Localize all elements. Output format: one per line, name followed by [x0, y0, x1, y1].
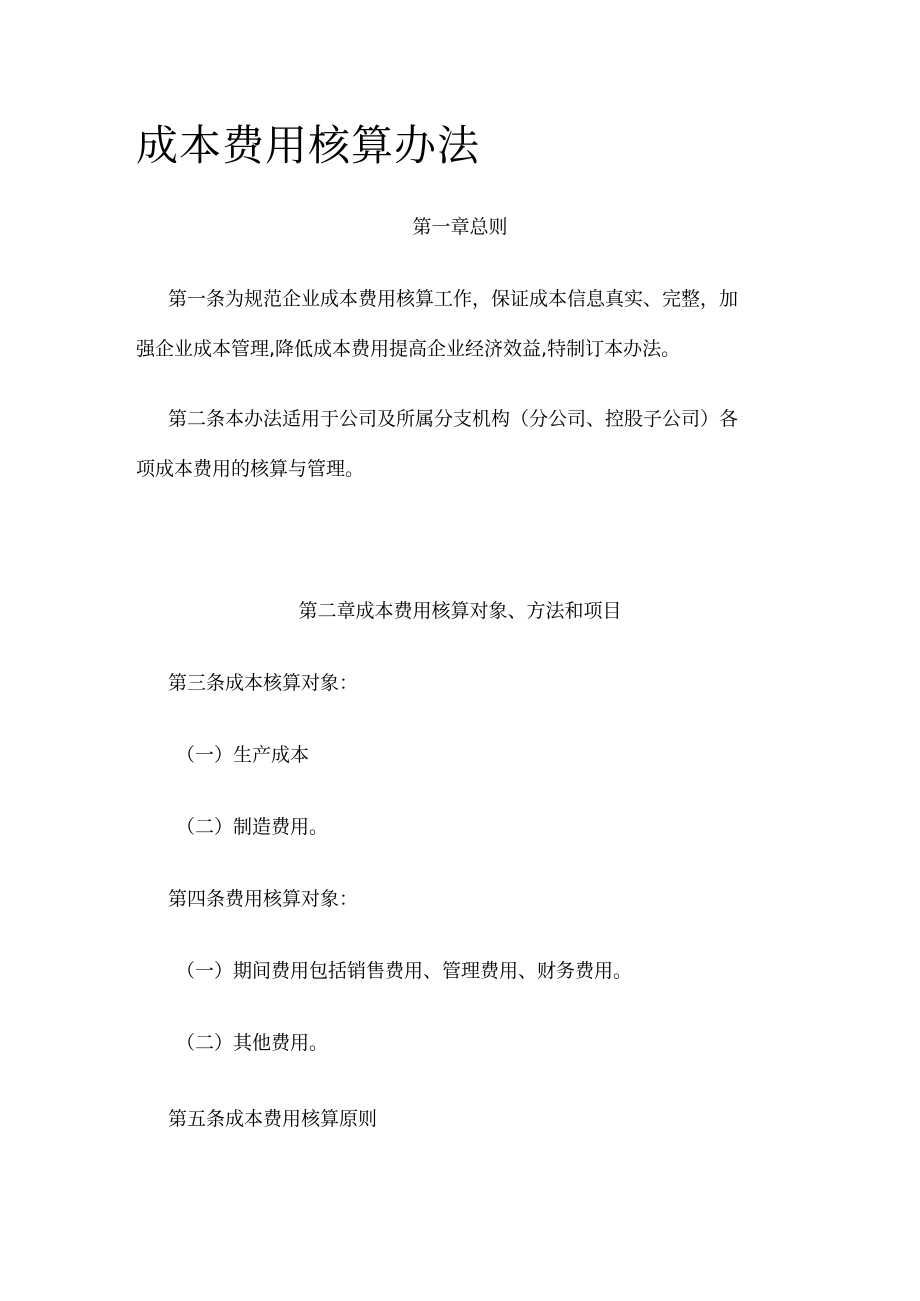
chapter-2-heading: 第二章成本费用核算对象、方法和项目 [298, 600, 622, 622]
document-title: 成本费用核算办法 [136, 121, 481, 170]
article-4-item-1: （一）期间费用包括销售费用、管理费用、财务费用。 [176, 960, 633, 982]
article-5: 第五条成本费用核算原则 [168, 1108, 378, 1130]
chapter-1-heading: 第一章总则 [412, 216, 508, 238]
article-4: 第四条费用核算对象： [168, 888, 359, 910]
article-3: 第三条成本核算对象： [168, 672, 359, 694]
article-3-item-2: （二）制造费用。 [176, 816, 329, 838]
article-4-item-2: （二）其他费用。 [176, 1032, 329, 1054]
article-1-line-1: 第一条为规范企业成本费用核算工作，保证成本信息真实、完整，加 [168, 288, 739, 310]
article-2-line-2: 项成本费用的核算与管理。 [136, 458, 365, 480]
article-3-item-1: （一）生产成本 [176, 744, 310, 766]
article-1-line-2: 强企业成本管理,降低成本费用提高企业经济效益,特制订本办法。 [136, 338, 681, 360]
article-2-line-1: 第二条本办法适用于公司及所属分支机构（分公司、控股子公司）各 [168, 408, 739, 430]
